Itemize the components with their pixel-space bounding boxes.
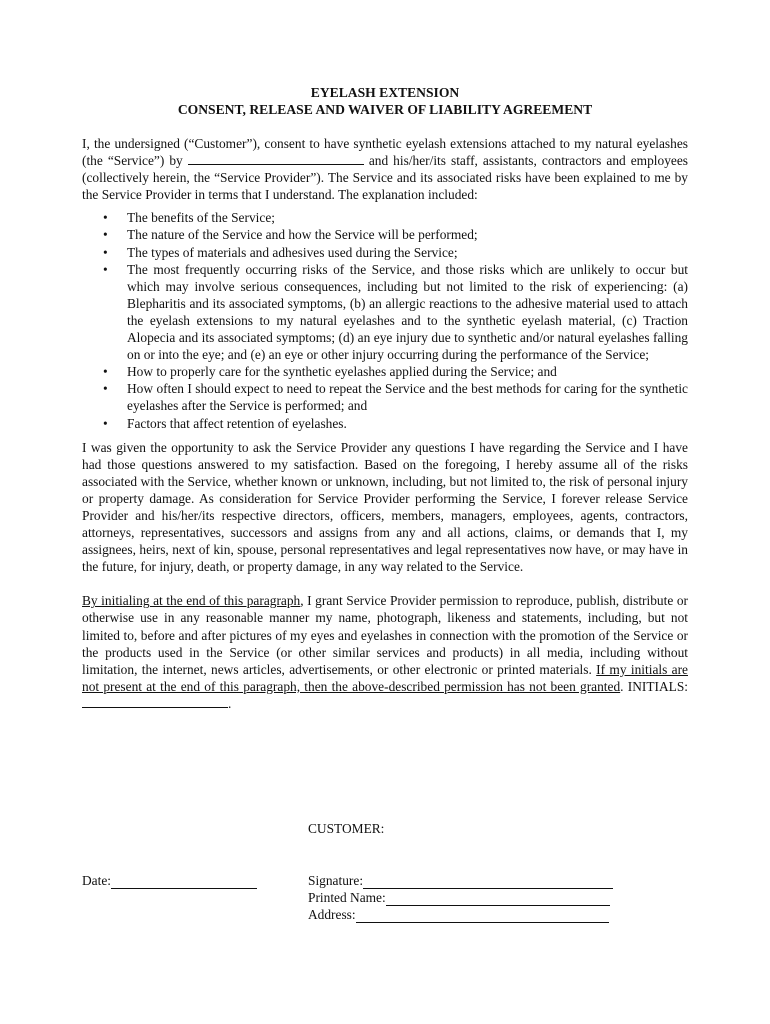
title-line-1: EYELASH EXTENSION xyxy=(310,85,460,100)
signature-label: Signature: xyxy=(308,873,364,889)
permission-condition: If my initials are not present at the end of this paragraph, then the above-described permission has not been granted xyxy=(82,661,688,694)
address-field[interactable] xyxy=(356,910,609,923)
list-item: • The benefits of the Service; xyxy=(82,209,688,226)
release-paragraph: I was given the opportunity to ask the Service Provider any questions I have regarding the Service and I have had those questions answered to my satisfaction. Based on the foregoing, I hereby assume all of the risks associated with the Service, whether known or unknown, including, but not limited to, the risk of personal injury or property damage. As consideration for Service Provider performing the Service, I forever release Service Provider and his/her/its respective directors, officers, members, managers, employees, agents, contractors, attorneys, representatives, successors and assigns from any and all actions, claims, or demands that I, my assignees, heirs, next of kin, spouse, personal representatives and legal representatives now have, or may have in the future, for injury, death, or property damage, in any way related to the Service. xyxy=(82,439,688,575)
list-item: • The types of materials and adhesives used during the Service; xyxy=(82,244,688,261)
printed-name-label: Printed Name: xyxy=(308,890,386,906)
permission-lead: By initialing at the end of this paragraph xyxy=(82,593,301,609)
list-item: • Factors that affect retention of eyelashes. xyxy=(82,415,688,432)
list-item: • How to properly care for the synthetic eyelashes applied during the Service; and xyxy=(82,363,688,380)
printed-name-line xyxy=(308,889,688,906)
intro-text-1: I, the undersigned (“Customer”), consent to have synthetic eyelash extensions attached to my natural eyelashes (the “Service”) by xyxy=(82,136,688,169)
printed-name-field[interactable] xyxy=(386,893,610,906)
initials-field[interactable] xyxy=(82,695,228,708)
date-field[interactable] xyxy=(111,876,257,889)
initials-label: . INITIALS: xyxy=(620,678,688,694)
permission-end: . xyxy=(228,695,232,711)
signature-line xyxy=(308,872,688,889)
explanation-list xyxy=(82,209,688,431)
agreement-document xyxy=(82,84,688,712)
customer-heading: CUSTOMER: xyxy=(308,821,385,836)
date-label: Date: xyxy=(82,873,111,889)
signature-block xyxy=(82,820,688,923)
address-label: Address: xyxy=(308,907,356,923)
date-line xyxy=(82,872,308,889)
intro-text-2: and his/her/its staff, assistants, contractors and employees (collectively herein, the “Service Provider”). The Service and its associated risks have been explained to me by the Service Provider in terms that I understand. The explanation included: xyxy=(82,153,688,203)
signature-field[interactable] xyxy=(363,876,613,889)
permission-body: , I grant Service Provider permission to reproduce, publish, distribute or otherwise use in any reasonable manner my name, photograph, likeness and statements, including, but not limited to, before and after pictures of my eyes and eyelashes in connection with the promotion of the Service or the products used in the Service (or other similar services and products) in all media, including without limitation, the internet, news articles, advertisements, or other electronic or printed materials. xyxy=(82,593,688,677)
address-line xyxy=(308,906,688,923)
service-provider-name-field[interactable] xyxy=(188,152,364,165)
list-item: • The most frequently occurring risks of the Service, and those risks which are unlikely to occur but which may involve serious consequences, including but not limited to the risk of experiencing: (a) Blepharitis and its associated symptoms, (b) an allergic reactions to the adhesive material used to attach the eyelash extensions to my natural eyelashes and to the synthetic eyelash material, (c) Traction Alopecia and its associated symptoms; (d) an eye injury due to synthetic and/or natural eyelashes falling on or into the eye; and (e) an eye or other injury occurring during the performance of the Service; xyxy=(82,261,688,364)
title-line-2: CONSENT, RELEASE AND WAIVER OF LIABILITY AGREEMENT xyxy=(177,102,593,117)
permission-paragraph xyxy=(82,592,688,712)
list-item: • The nature of the Service and how the Service will be performed; xyxy=(82,226,688,243)
list-item: • How often I should expect to need to repeat the Service and the best methods for caring for the synthetic eyelashes after the Service is performed; and xyxy=(82,380,688,414)
intro-paragraph xyxy=(82,135,688,203)
